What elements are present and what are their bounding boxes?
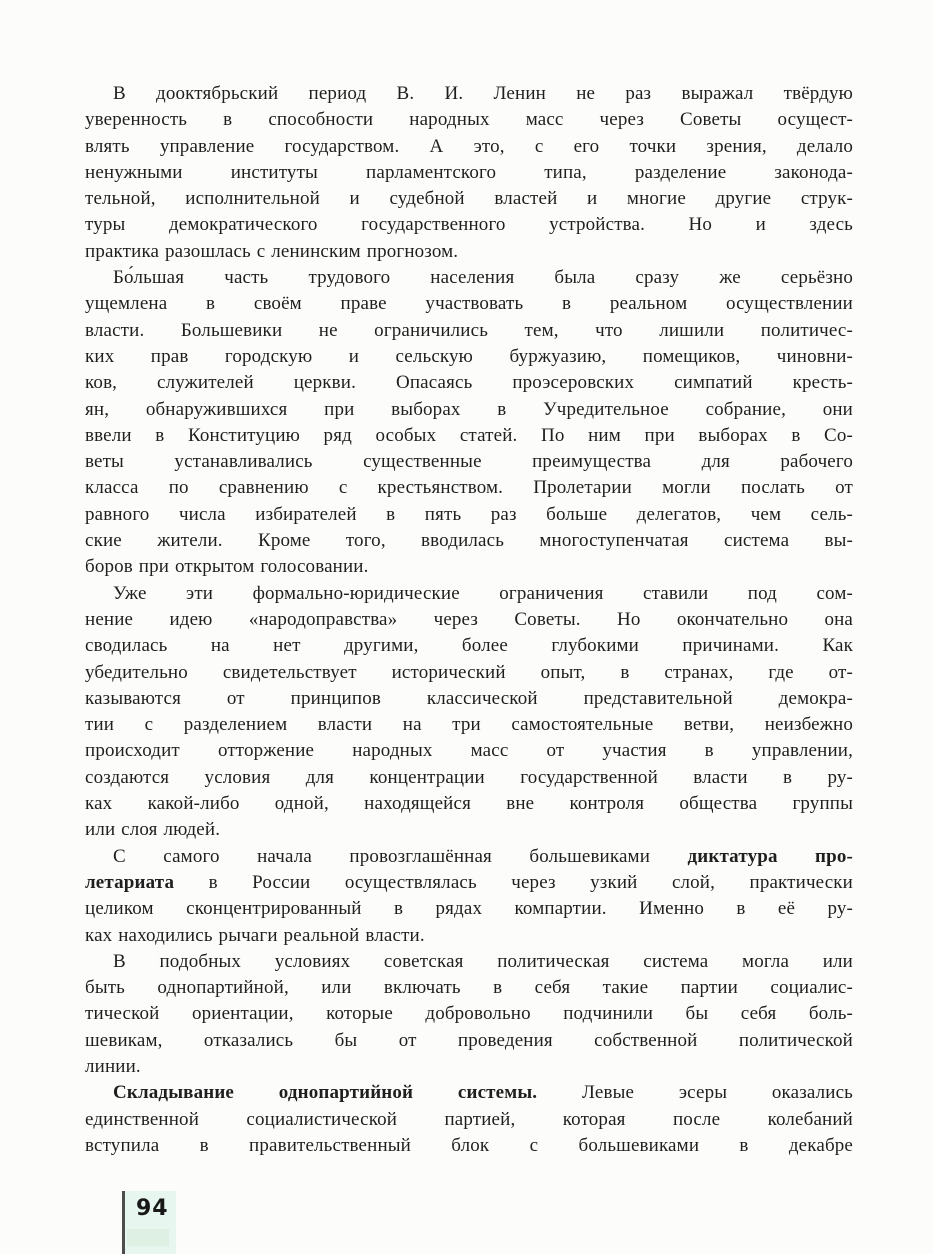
text-line	[85, 554, 853, 580]
text-run: ян, обнаружившихся при выборах в Учредительное собрание, они	[85, 398, 853, 420]
text-line	[85, 975, 853, 1001]
text-run: боров при открытом голосовании.	[85, 556, 369, 578]
text-run: ские жители. Кроме того, вводилась многоступенчатая система вы-	[85, 530, 853, 552]
text-line	[85, 239, 853, 265]
paragraph	[85, 581, 853, 844]
text-run: ких прав городскую и сельскую буржуазию, помещиков, чиновни-	[85, 345, 853, 367]
text-line	[85, 344, 853, 370]
text-run: тельной, исполнительной и судебной властей и многие другие струк-	[85, 188, 853, 210]
text-run: Уже эти формально-юридические ограничения ставили под сом-	[113, 582, 853, 604]
text-line	[85, 212, 853, 238]
page-marker-highlight	[125, 1191, 176, 1254]
text-run: веты устанавливались существенные преимущества для рабочего	[85, 451, 853, 473]
text-line	[85, 949, 853, 975]
text-run: убедительно свидетельствует исторический опыт, в странах, где от-	[85, 661, 853, 683]
text-line	[85, 817, 853, 843]
text-run: в России осуществлялась через узкий слой, практически	[174, 871, 853, 893]
text-line	[85, 870, 853, 896]
text-run: В дооктябрьский период В. И. Ленин не раз выражал твёрдую	[113, 83, 853, 104]
page-text-block	[85, 81, 853, 1159]
paragraph	[85, 265, 853, 581]
text-line	[85, 712, 853, 738]
text-line	[85, 660, 853, 686]
text-line	[85, 1028, 853, 1054]
text-run: В подобных условиях советская политическая система могла или	[113, 950, 853, 972]
text-line	[85, 397, 853, 423]
text-line	[85, 765, 853, 791]
text-line	[85, 1080, 853, 1106]
text-run: сводилась на нет другими, более глубокими причинами. Как	[85, 635, 853, 657]
text-run: ков, служителей церкви. Опасаясь проэсеровских симпатий кресть-	[85, 372, 853, 394]
bold-text-run: летариата	[85, 871, 175, 893]
text-line	[85, 1107, 853, 1133]
page-number-marker	[122, 1191, 178, 1254]
text-line	[85, 1133, 853, 1159]
paragraph	[85, 81, 853, 265]
text-run: ках находились рычаги реальной власти.	[85, 924, 425, 946]
text-line	[85, 134, 853, 160]
text-run: создаются условия для концентрации государственной власти в ру-	[85, 766, 853, 788]
text-line	[85, 1001, 853, 1027]
text-run: уверенность в способности народных масс через Советы осущест-	[85, 109, 853, 131]
text-line	[85, 607, 853, 633]
page-marker-patch	[127, 1229, 169, 1246]
text-line	[85, 423, 853, 449]
text-run: Бо́льшая часть трудового населения была сразу же серьёзно	[113, 267, 853, 289]
text-run: власти. Большевики не ограничились тем, что лишили политичес-	[85, 319, 853, 341]
text-run: казываются от принципов классической представительной демокра-	[85, 687, 853, 709]
text-run: тической ориентации, которые добровольно подчинили бы себя боль-	[85, 1003, 853, 1025]
text-run: равного числа избирателей в пять раз больше делегатов, чем сель-	[85, 503, 853, 525]
text-run: ввели в Конституцию ряд особых статей. По ним при выборах в Со-	[85, 424, 853, 446]
text-run: тии с разделением власти на три самостоятельные ветви, неизбежно	[85, 714, 853, 736]
paragraph	[85, 1080, 853, 1159]
text-run: нение идею «народоправства» через Советы. Но окончательно она	[85, 608, 853, 630]
text-line	[85, 923, 853, 949]
text-line	[85, 370, 853, 396]
text-run: ненужными институты парламентского типа, разделение законода-	[85, 161, 853, 183]
paragraph	[85, 949, 853, 1080]
text-run: С самого начала провозглашённая большевиками	[113, 845, 688, 867]
text-run: Левые эсеры оказались	[537, 1082, 853, 1104]
text-line	[85, 291, 853, 317]
bold-text-run: диктатура про-	[687, 845, 853, 867]
page-number: 94	[136, 1196, 169, 1221]
page-marker-vertical-line	[122, 1191, 125, 1254]
text-line	[85, 791, 853, 817]
text-line	[85, 107, 853, 133]
text-run: класса по сравнению с крестьянством. Пролетарии могли послать от	[85, 477, 853, 499]
text-run: линии.	[85, 1055, 141, 1077]
text-line	[85, 581, 853, 607]
text-line	[85, 160, 853, 186]
text-run: единственной социалистической партией, которая после колебаний	[85, 1108, 853, 1130]
text-run: практика разошлась с ленинским прогнозом.	[85, 240, 459, 262]
text-run: туры демократического государственного устройства. Но и здесь	[85, 214, 853, 236]
text-line	[85, 449, 853, 475]
text-run: или слоя людей.	[85, 819, 221, 841]
text-run: шевикам, отказались бы от проведения собственной политической	[85, 1029, 853, 1051]
text-line	[85, 475, 853, 501]
text-line	[85, 186, 853, 212]
text-run: происходит отторжение народных масс от участия в управлении,	[85, 740, 853, 762]
text-run: ках какой-либо одной, находящейся вне контроля общества группы	[85, 793, 853, 815]
text-line	[85, 738, 853, 764]
text-line	[85, 896, 853, 922]
text-run: быть однопартийной, или включать в себя такие партии социалис-	[85, 977, 853, 999]
text-line	[85, 318, 853, 344]
text-line	[85, 502, 853, 528]
text-run: влять управление государством. А это, с его точки зрения, делало	[85, 135, 853, 157]
text-line	[85, 633, 853, 659]
paragraph	[85, 844, 853, 949]
bold-text-run: Складывание однопартийной системы.	[113, 1082, 538, 1104]
text-line	[85, 528, 853, 554]
text-line	[85, 686, 853, 712]
text-run: вступила в правительственный блок с большевиками в декабре	[85, 1134, 853, 1156]
text-line	[85, 81, 853, 107]
text-line	[85, 844, 853, 870]
text-line	[85, 265, 853, 291]
text-run: целиком сконцентрированный в рядах компартии. Именно в её ру-	[85, 898, 853, 920]
text-run: ущемлена в своём праве участвовать в реальном осуществлении	[85, 293, 853, 315]
text-line	[85, 1054, 853, 1080]
